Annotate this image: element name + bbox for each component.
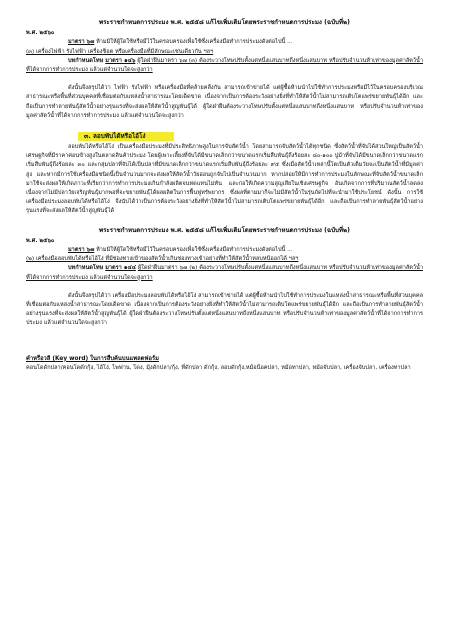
penalty-text-1: ผู้ใดฝ่าฝืนมาตรา ๖๗ (๓) ต้องระวางโทษปรับตั้งแต่หนึ่งแสนบาทถึงหนึ่งแสนบาท หรือปรับจำนวนห้าเท่าของมูลค่าสัตว์น้ำที่ได้จากการทำการประมง แล้วแต่จำนวนใดจะสูงกว่า — [26, 57, 423, 74]
penalty-label-2: บทกำหนดโทษ — [68, 265, 104, 272]
section-text-1: ห้ามมิให้ผู้ใดใช้หรือมีไว้ในครอบครองเพื่อใช้ซึ่งเครื่องมือทำการประมงดังต่อไปนี้ ... — [96, 39, 293, 46]
section-number-2: มาตรา ๖๗ — [68, 247, 95, 254]
law-title-1: พระราชกำหนดการประมง พ.ศ. ๒๕๕๘ แก้ไขเพิ่มเติมโดยพระราชกำหนดการประมง (ฉบับที่๒) — [99, 19, 350, 26]
law-title-2: พระราชกำหนดการประมง พ.ศ. ๒๕๕๘ แก้ไขเพิ่มเติมโดยพระราชกำหนดการประมง (ฉบับที่๒) — [99, 226, 350, 234]
law-year-1: พ.ศ. ๒๕๖๐ — [26, 30, 55, 37]
penalty-label-1: บทกำหนดโทษ — [68, 57, 104, 64]
penalty-text-2: ผู้ใดฝ่าฝืนมาตรา ๖๗ (๒) ต้องระวางโทษปรับตั้งแต่หนึ่งแสนบาทถึงหนึ่งแสนบาท หรือปรับจำนวนห้าเท่าของมูลค่าสัตว์น้ำที่ได้จากการทำการประมง แล้วแต่จำนวนใดจะสูงกว่า — [26, 265, 423, 281]
penalty-section-2: มาตรา ๑๔๔ — [105, 265, 136, 272]
trap-description-paragraph: ลอบพับได้หรือไอ้โง่ เป็นเครื่องมือประมงที่มีประสิทธิภาพสูงในการจับสัตว์น้ำ โดยสามารถจับสัตว์น้ำได้ทุกชนิด ซึ่งสัตว์น้ำที่จับได้ส่วนใหญ่เป็นสัตว์น้ำเศรษฐกิจที่มีราคาค่อนข้างสูงในตลาดสินค้าประมง โดยผู้เพาะเลี้ยงที่จับได้มีขนาดเล็กกว่าขนาดแรกเริ่มสืบพันธุ์ถึงร้อยละ ๘๐-๑๐๐ ปูม้าที่จับได้มีขนาดเล็กกว่าขนาดแรกเริ่มสืบพันธุ์ถึงร้อยละ ๓๐ และกลุ่มปลาที่จับได้เป็นปลาที่มีขนาดเล็กกว่าขนาดแรกเริ่มสืบพันธุ์ถึงร้อยละ ๙๕ ซึ่งเมื่อสัตว์น้ำเหล่านี้โตเป็นตัวเต็มวัยจะเป็นสัตว์น้ำที่มีมูลค่าสูง และหากมีการใช้เครื่องมือชนิดนี้เป็นจำนวนมากจะส่งผลให้สัตว์น้ำวัยอ่อนถูกจับไปเป็นจำนวนมาก หากปล่อยให้มีการทำการประมงในลักษณะที่จับสัตว์น้ำขนาดเล็กมาใช้จะส่งผลให้เกิดภาวะที่เรียกว่าการทำการประมงเกินกำลังผลิตจนทดแทนไม่ทัน และก่อให้เกิดความสูญเสียในเชิงเศรษฐกิจ อันเกิดจากการที่ปริมาณสัตว์น้ำลดลง เนื่องจากไม่มีปลาวัยเจริญพันธุ์มากพอที่จะขยายพันธุ์ได้ผลผลิตในการฟื้นฟูทรัพยากร ซึ่งผลที่ตามมาก็จะไม่มีสัตว์น้ำในรุ่นถัดไปที่จะนำมาใช้ประโยชน์ ดังนั้น การใช้เครื่องมือประมงลอบพับได้หรือไอ้โง่ จึงนับได้ว่าเป็นการต้องระวังอย่างยิ่งที่ทำให้สัตว์น้ำไม่สามารถเติบโตแพร่ขยายพันธุ์ได้อีก และถือเป็นการทำลายพันธุ์สัตว์น้ำอย่างรุนแรงที่จะส่งผลให้สัตว์น้ำสูญพันธุ์ได้ — [26, 144, 423, 215]
penalty-section-1: มาตรา ๑๔๖ — [105, 57, 136, 64]
law-year-2: พ.ศ. ๒๕๖๐ — [26, 237, 55, 244]
section-text-2: ห้ามมิให้ผู้ใดใช้หรือมีไว้ในครอบครองเพื่อใช้ซึ่งเครื่องมือทำการประมงดังต่อไปนี้ ... — [96, 247, 293, 254]
highlighted-heading: ๓. ลอบพับได้หรือไอ้โง่ — [78, 132, 174, 141]
summary-paragraph-2: ดังนั้นจึงสรุปได้ว่า เครื่องมือประมงลอบพับได้หรือไอ้โง่ สามารถเข้าข่ายได้ แต่ผู้ซื้อห้ามนำไปใช้ทำการประมงในแหล่งน้ำสาธารณะหรือพื้นที่ส่วนบุคคลที่เชื่อมต่อกับแหล่งน้ำสาธารณะโดยเด็ดขาด เนื่องจากเป็นการต้องระวังอย่างยิ่งที่ทำให้สัตว์น้ำไม่สามารถเติบโตแพร่ขยายพันธุ์ได้อีก และถือเป็นการทำลายพันธุ์สัตว์น้ำอย่างรุนแรงที่จะส่งผลให้สัตว์น้ำสูญพันธุ์ได้ ผู้ใดฝ่าฝืนต้องระวางโทษปรับตั้งแต่หนึ่งแสนบาทถึงหนึ่งแสนบาท หรือปรับจำนวนห้าเท่าของมูลค่าสัตว์น้ำที่ได้จากการทำการประมง แล้วแต่จำนวนใดจะสูงกว่า — [26, 292, 423, 327]
prohibited-item-1: (๓) เครื่องไฟฟ้า รังไฟฟ้า เครื่องช็อต หรือเครื่องมือที่มีลักษณะเช่นเดียวกัน ฯลฯ — [26, 48, 214, 55]
keywords-title: คำหรือวลี (Key word) ในการสืบค้นบนแพลตฟอร์ม — [26, 355, 159, 362]
keywords-list: คอนโดดักปลา/คอนโดดักกุ้ง, ไอ้โง่, ไพฟาน, โดง, มุ้งดักปลา/กุ้ง, ที่ดักปลา ดักกุ้ง, ลอบดักกุ้ง,หม้อน็อคปลา, หม้อทาปลา, หม้อจับปลา, เครื่องจับปลา, เครื่องทาปลา — [26, 364, 411, 371]
section-number-1: มาตรา ๖๗ — [68, 39, 95, 46]
summary-paragraph-1: ดังนั้นจึงสรุปได้ว่า ไฟฟ้า รังไฟฟ้า หรือเครื่องมือที่คล้ายคลึงกัน สามารถเข้าข่ายได้ แต่ผู้ซื้อห้ามนำไปใช้ทำการประมงหรือมีไว้ในครอบครองบริเวณสาธารณะหรือพื้นที่ส่วนบุคคลที่เชื่อมต่อกับแหล่งน้ำสาธารณะโดยเด็ดขาด เนื่องจากเป็นการต้องระวังอย่างยิ่งที่ทำให้สัตว์น้ำไม่สามารถเติบโตแพร่ขยายพันธุ์ได้อีก และถือเป็นการทำลายพันธุ์สัตว์น้ำอย่างรุนแรงที่จะส่งผลให้สัตว์น้ำสูญพันธุ์ได้ ผู้ใดฝ่าฝืนต้องระวางโทษปรับตั้งแต่หนึ่งแสนบาทถึงหนึ่งแสนบาท หรือปรับจำนวนห้าเท่าของมูลค่าสัตว์น้ำที่ได้จากการทำการประมง แล้วแต่จำนวนใดจะสูงกว่า — [26, 85, 423, 119]
prohibited-item-2: (๒) เครื่องมือลอบพับได้หรือไอ้โง่ ที่มีช่องทางเข้าของสัตว์น้ำเกินช่องทางเข้าอย่างที่ทำให้สัตว์น้ำหลบหนีออกได้ ฯลฯ — [26, 256, 299, 263]
